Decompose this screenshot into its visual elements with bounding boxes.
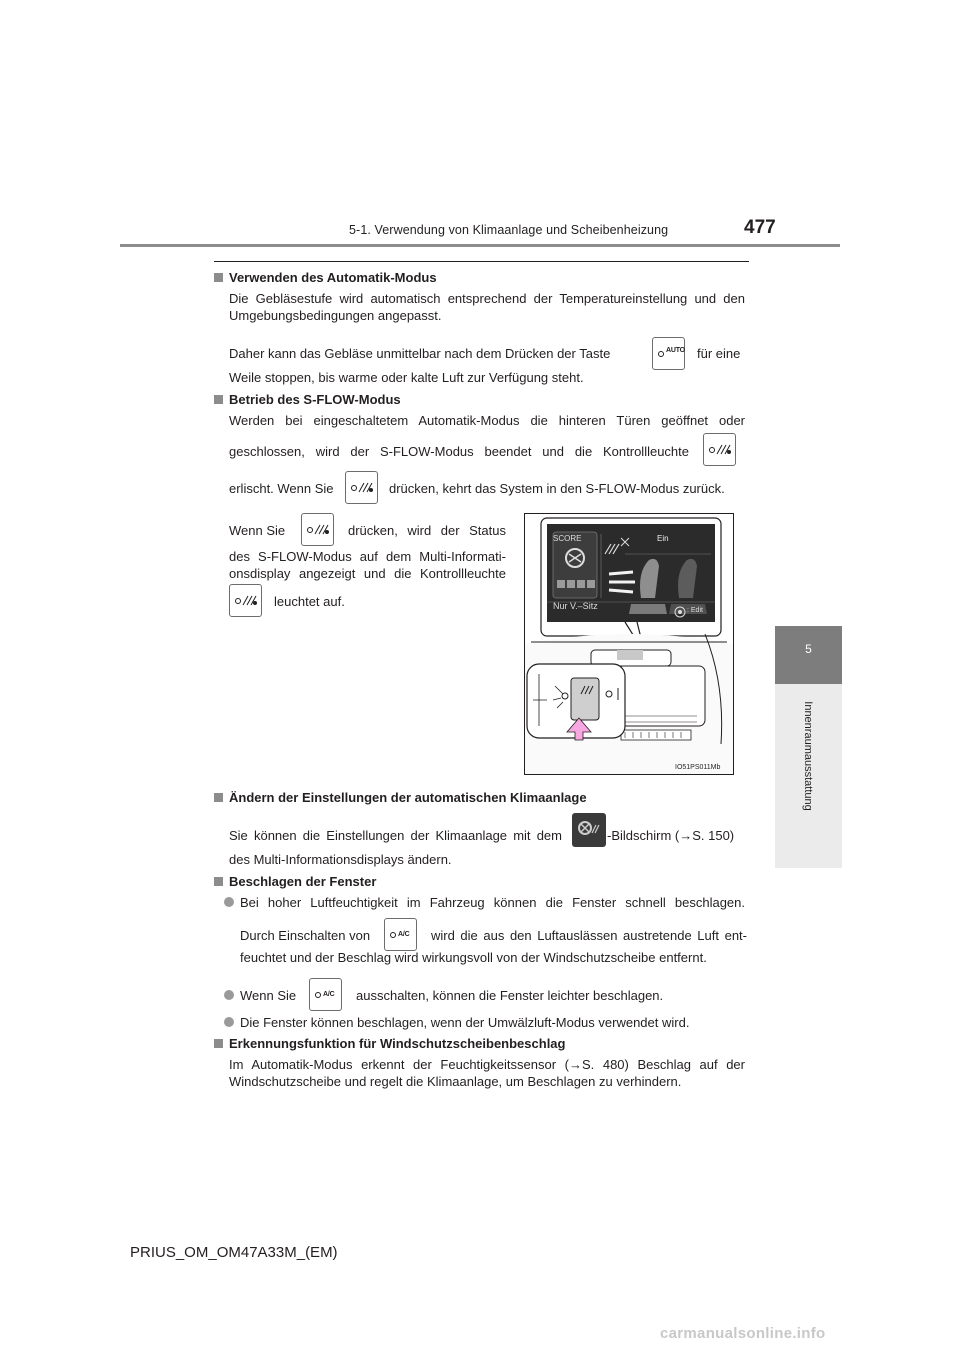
chapter-label: Innenraumausstattung: [802, 701, 814, 811]
settings-line-1b: -Bildschirm (→S. 150): [607, 828, 735, 843]
bullet-square-icon: [214, 877, 223, 886]
sflow-illustration: [524, 513, 734, 775]
sflow-line-4b: drücken, wird der Status: [348, 523, 506, 538]
auto-mode-line-c: Weile stoppen, bis warme oder kalte Luft zur Verfügung steht.: [229, 370, 584, 385]
auto-mode-paragraph: Die Gebläsestufe wird automatisch entsprechend der Temperatureinstellung und den Umgebungsbedingungen angepasst.: [229, 291, 745, 323]
heading-fog: Beschlagen der Fenster: [214, 873, 376, 890]
edit-label: : Edit: [687, 607, 703, 614]
sflow-line-7: leuchtet auf.: [274, 594, 345, 609]
dashboard-drawing: [525, 514, 733, 774]
sflow-button-icon: [301, 513, 334, 546]
score-label: SCORE: [553, 534, 582, 543]
ac-button-icon: A/C: [384, 918, 417, 951]
detection-line-2: Windschutzscheibe und regelt die Klimaanlage, um Beschlagen zu verhindern.: [229, 1074, 682, 1089]
fog-bullet-1-line-3: feuchtet und der Beschlag wird wirkungsvoll von der Windschutzscheibe entfernt.: [240, 950, 707, 965]
heading-auto-mode: Verwenden des Automatik-Modus: [214, 269, 437, 286]
sflow-button-icon: [229, 584, 262, 617]
fog-bullet-2b: ausschalten, können die Fenster leichter beschlagen.: [356, 988, 664, 1003]
auto-mode-line-a: Daher kann das Gebläse unmittelbar nach dem Drücken der Taste: [229, 346, 611, 361]
bullet-square-icon: [214, 1039, 223, 1048]
sflow-button-icon: [345, 471, 378, 504]
detection-line-1: Im Automatik-Modus erkennt der Feuchtigkeitssensor (→S. 480) Beschlag auf der: [229, 1057, 745, 1072]
bullet-square-icon: [214, 793, 223, 802]
bullet-dot-icon: [224, 990, 234, 1000]
bullet-square-icon: [214, 273, 223, 282]
ac-button-icon: A/C: [309, 978, 342, 1011]
climate-screen-icon: [572, 813, 606, 847]
page-number: 477: [744, 217, 776, 238]
settings-line-1a: Sie können die Einstellungen der Klimaanlage mit dem: [229, 828, 562, 843]
fog-bullet-2a: Wenn Sie: [240, 988, 297, 1003]
sflow-line-4a: Wenn Sie: [229, 523, 286, 538]
auto-button-icon: AUTO: [652, 337, 685, 370]
bullet-dot-icon: [224, 897, 234, 907]
content-rule: [214, 261, 749, 262]
section-title: 5-1. Verwendung von Klimaanlage und Scheibenheizung: [349, 223, 669, 237]
heading-settings: Ändern der Einstellungen der automatischen Klimaanlage: [214, 789, 587, 806]
heading-sflow: Betrieb des S-FLOW-Modus: [214, 391, 401, 408]
seat-mode-label: Nur V.–Sitz: [553, 601, 598, 611]
fog-bullet-1-line-2a: Durch Einschalten von: [240, 928, 371, 943]
sflow-line-3b: drücken, kehrt das System in den S-FLOW-Modus zurück.: [389, 481, 725, 496]
sflow-line-5: des S-FLOW-Modus auf dem Multi-Informati-: [229, 549, 506, 564]
sflow-line-6: onsdisplay angezeigt und die Kontrollleuchte: [229, 566, 506, 581]
settings-line-2: des Multi-Informationsdisplays ändern.: [229, 852, 452, 867]
figure-code: IO51PS011Mb: [675, 764, 721, 771]
sflow-line-3a: erlischt. Wenn Sie: [229, 481, 334, 496]
auto-mode-line-b: für eine: [697, 346, 741, 361]
chapter-number: 5: [805, 642, 812, 656]
bullet-square-icon: [214, 395, 223, 404]
header-rule: [120, 244, 840, 247]
sflow-line-2: geschlossen, wird der S-FLOW-Modus beendet und die Kontrollleuchte: [229, 444, 689, 459]
bullet-dot-icon: [224, 1017, 234, 1027]
fog-bullet-3: Die Fenster können beschlagen, wenn der Umwälzluft-Modus verwendet wird.: [240, 1015, 690, 1030]
sflow-line-1: Werden bei eingeschaltetem Automatik-Modus die hinteren Türen geöffnet oder: [229, 413, 745, 428]
sflow-status-label: Ein: [657, 534, 669, 543]
sflow-button-icon: [703, 433, 736, 466]
watermark: carmanualsonline.info: [660, 1325, 826, 1342]
heading-detection: Erkennungsfunktion für Windschutzscheibenbeschlag: [214, 1035, 565, 1052]
fog-bullet-1-line-2b: wird die aus den Luftauslässen austretende Luft ent-: [431, 928, 747, 943]
document-code: PRIUS_OM_OM47A33M_(EM): [130, 1244, 338, 1261]
fog-bullet-1-line-1: Bei hoher Luftfeuchtigkeit im Fahrzeug können die Fenster schnell beschlagen.: [240, 895, 745, 910]
